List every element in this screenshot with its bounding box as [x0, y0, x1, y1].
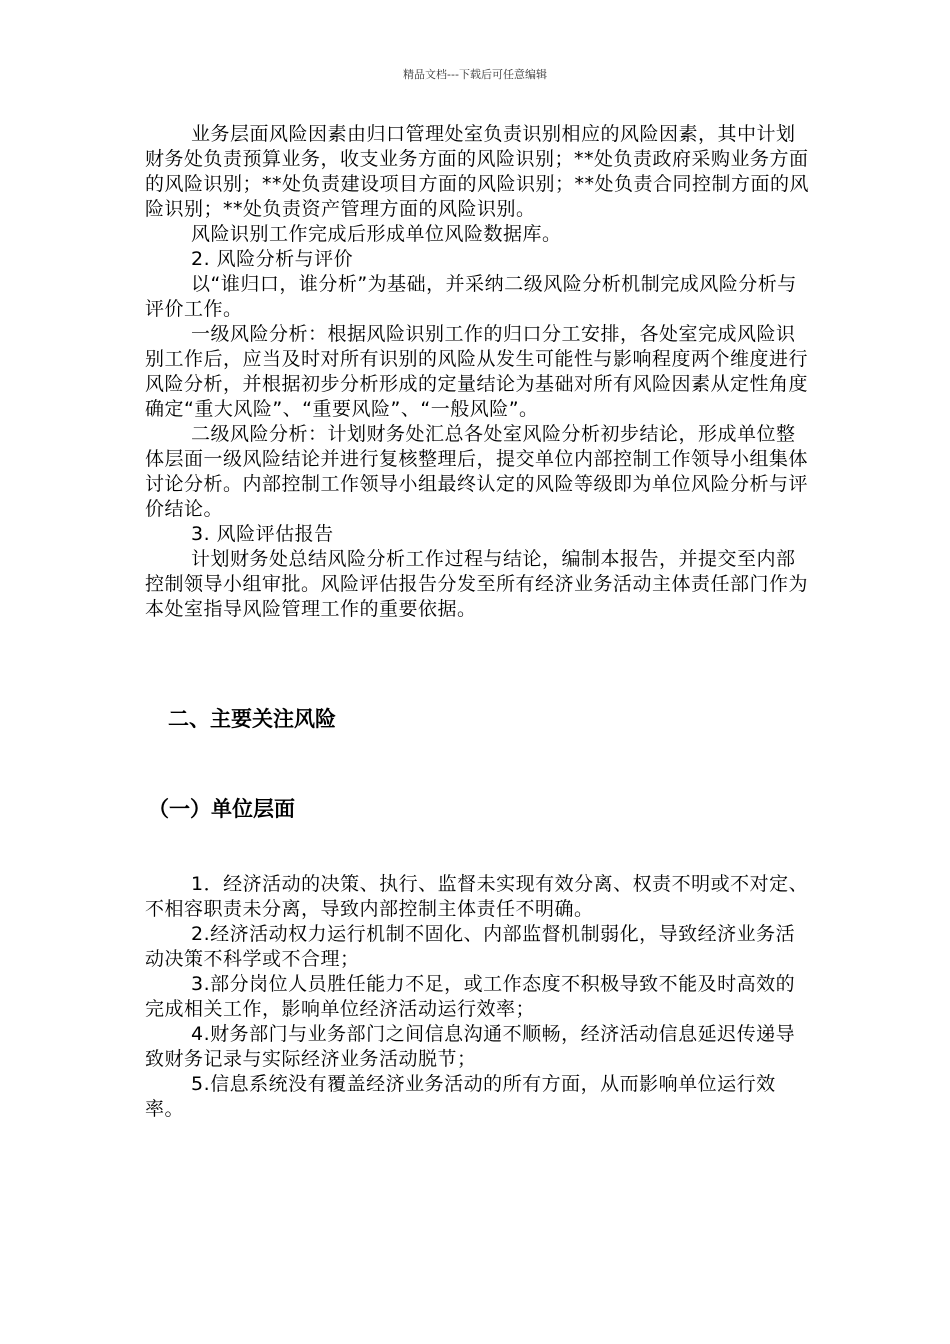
- page-header-note: 精品文档---下载后可任意编辑: [403, 68, 547, 81]
- paragraph: 风险识别工作完成后形成单位风险数据库。: [191, 223, 562, 245]
- paragraph: 以“谁归口，谁分析”为基础，并采纳二级风险分析机制完成风险分析与评价工作。: [145, 273, 797, 320]
- list-item: 2.经济活动权力运行机制不固化、内部监督机制弱化，导致经济业务活动决策不科学或不合理；: [145, 923, 796, 970]
- subsection-heading: （一）单位层面: [148, 797, 295, 821]
- paragraph: 二级风险分析：计划财务处汇总各处室风险分析初步结论，形成单位整体层面一级风险结论并进行复核整理后，提交单位内部控制工作领导小组集体讨论分析。内部控制工作领导小组最终认定的风险等级即为单位风险分析与评价结论。: [145, 423, 809, 520]
- risk-list: [145, 872, 810, 1122]
- section-heading: 二、主要关注风险: [168, 707, 336, 731]
- paragraph: 业务层面风险因素由归口管理处室负责识别相应的风险因素，其中计划财务处负责预算业务，收支业务方面的风险识别；**处负责政府采购业务方面的风险识别；**处负责建设项目方面的风险识别；**处负责合同控制方面的风险识别；**处负责资产管理方面的风险识别。: [145, 123, 810, 220]
- subheading-risk-analysis: 2. 风险分析与评价: [191, 248, 354, 270]
- list-item: 1．经济活动的决策、执行、监督未实现有效分离、权责不明或不对定、不相容职责未分离，导致内部控制主体责任不明确。: [145, 873, 809, 920]
- list-item: 3.部分岗位人员胜任能力不足，或工作态度不积极导致不能及时高效的完成相关工作，影响单位经济活动运行效率；: [145, 973, 796, 1020]
- paragraph: 一级风险分析：根据风险识别工作的归口分工安排，各处室完成风险识别工作后，应当及时对所有识别的风险从发生可能性与影响程度两个维度进行风险分析，并根据初步分析形成的定量结论为基础对所有风险因素从定性角度确定“重大风险”、“重要风险”、“一般风险”。: [145, 323, 809, 420]
- paragraph: 计划财务处总结风险分析工作过程与结论，编制本报告，并提交至内部控制领导小组审批。风险评估报告分发至所有经济业务活动主体责任部门作为本处室指导风险管理工作的重要依据。: [145, 548, 809, 620]
- list-item: 4.财务部门与业务部门之间信息沟通不顺畅，经济活动信息延迟传递导致财务记录与实际经济业务活动脱节；: [145, 1023, 796, 1070]
- list-item: 5.信息系统没有覆盖经济业务活动的所有方面，从而影响单位运行效率。: [145, 1073, 776, 1120]
- subheading-risk-report: 3. 风险评估报告: [191, 523, 334, 545]
- body-text: [145, 122, 810, 622]
